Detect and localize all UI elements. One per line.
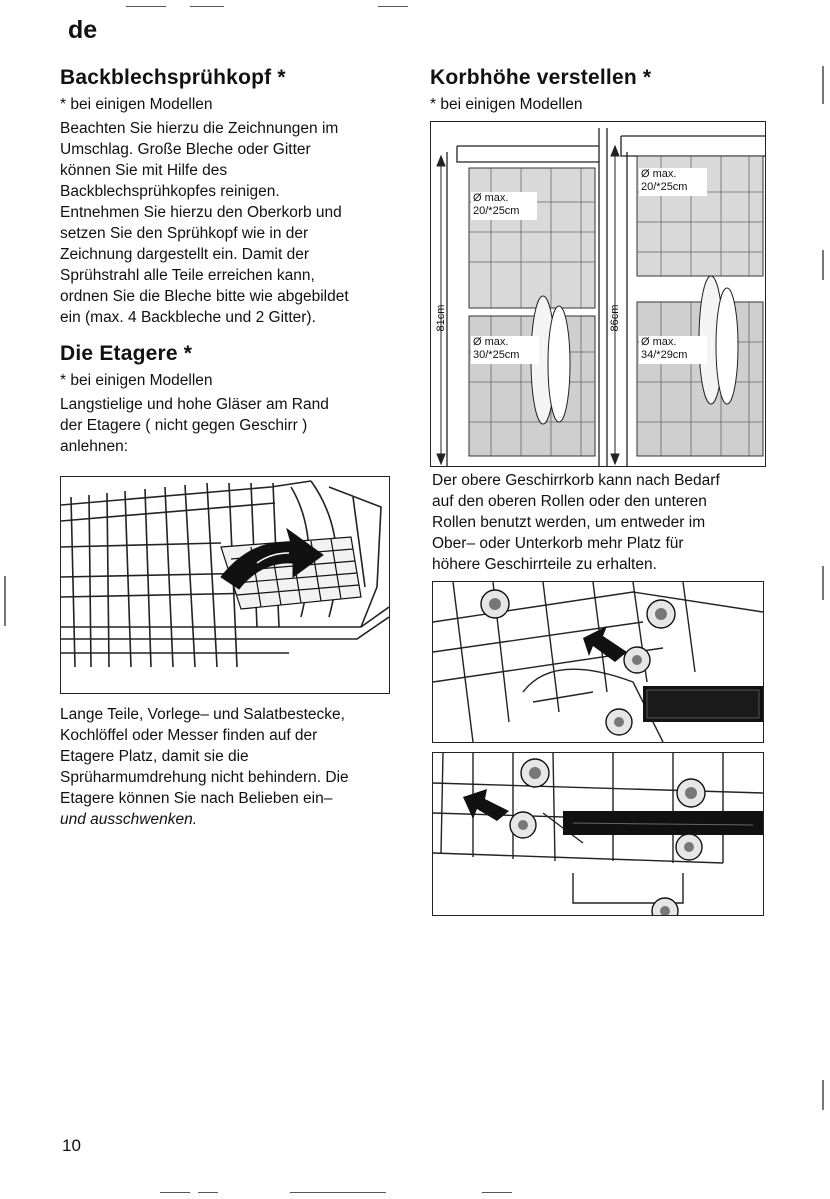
capacity-value: 20/*25cm [473, 205, 520, 217]
text-line: Rollen benutzt werden, um entweder im [432, 514, 706, 531]
scan-mark [190, 6, 224, 7]
capacity-label: Ø max. [641, 336, 677, 348]
scan-mark [198, 1192, 218, 1193]
basket-height-illustration [430, 121, 766, 467]
paragraph-backblech [60, 118, 400, 328]
roller-top-drawing [433, 582, 763, 742]
page-number: 10 [62, 1136, 81, 1155]
text-line: anlehnen: [60, 438, 129, 455]
capacity-value: 30/*25cm [473, 349, 520, 361]
text-line: und ausschwenken. [60, 811, 198, 828]
text-line: Umschlag. Große Bleche oder Gitter [60, 141, 311, 158]
text-line: der Etagere ( nicht gegen Geschirr ) [60, 417, 308, 434]
roller-bottom-drawing [433, 753, 763, 915]
section-title-korbhoehe: Korbhöhe verstellen * [430, 66, 652, 89]
scan-mark [4, 576, 6, 626]
text-line: ein (max. 4 Backbleche und 2 Gitter). [60, 309, 316, 326]
scan-mark [290, 1192, 386, 1193]
lower-left-capacity [473, 336, 519, 362]
text-line: Entnehmen Sie hierzu den Oberkorb und [60, 204, 342, 221]
text-line: setzen Sie den Sprühkopf wie in der [60, 225, 309, 242]
text-line: Ober– oder Unterkorb mehr Platz für [432, 535, 684, 552]
section-title-etagere: Die Etagere * [60, 342, 193, 365]
etagere-after-text [60, 704, 400, 830]
capacity-label: Ø max. [473, 336, 509, 348]
roller-top-illustration [432, 581, 764, 743]
section-title-backblech: Backblechsprühkopf * [60, 66, 286, 89]
etagere-drawing [61, 477, 389, 693]
capacity-value: 34/*29cm [641, 349, 688, 361]
section-note-korbhoehe: * bei einigen Modellen [430, 96, 583, 113]
text-line: höhere Geschirrteile zu erhalten. [432, 556, 657, 573]
upper-left-capacity [473, 192, 519, 218]
scan-mark [160, 1192, 190, 1193]
lower-right-capacity [641, 336, 687, 362]
scan-mark [378, 6, 408, 7]
scan-mark [822, 1080, 824, 1110]
left-column [60, 66, 400, 457]
right-column [430, 66, 780, 118]
capacity-label: Ø max. [473, 192, 509, 204]
roller-bottom-illustration [432, 752, 764, 916]
text-line: Sprüharmumdrehung nicht behindern. Die [60, 769, 349, 786]
text-line: Langstielige und hohe Gläser am Rand [60, 396, 329, 413]
upper-right-capacity [641, 168, 687, 194]
text-line: auf den oberen Rollen oder den unteren [432, 493, 707, 510]
scan-mark [822, 566, 824, 600]
paragraph-etagere [60, 394, 400, 457]
etagere-illustration [60, 476, 390, 694]
text-line: Der obere Geschirrkorb kann nach Bedarf [432, 472, 720, 489]
height-label-81: 81cm [435, 304, 447, 332]
text-line: ordnen Sie die Bleche bitte wie abgebildet [60, 288, 349, 305]
height-label-86: 86cm [609, 304, 621, 332]
capacity-value: 20/*25cm [641, 181, 688, 193]
text-line: Backblechsprühkopfes reinigen. [60, 183, 280, 200]
text-line: Kochlöffel oder Messer finden auf der [60, 727, 318, 744]
scan-mark [822, 250, 824, 280]
text-line: Lange Teile, Vorlege– und Salatbestecke, [60, 706, 345, 723]
text-line: Zeichnung dargestellt ein. Damit der [60, 246, 309, 263]
section-note-backblech: * bei einigen Modellen [60, 96, 213, 113]
basket-height-drawing [431, 122, 765, 466]
text-line: können Sie mit Hilfe des [60, 162, 228, 179]
paragraph-korbhoehe [432, 470, 782, 575]
scan-mark [126, 6, 166, 7]
text-line: Etagere Platz, damit sie die [60, 748, 249, 765]
text-line: Sprühstrahl alle Teile erreichen kann, [60, 267, 315, 284]
text-line: Etagere können Sie nach Belieben ein– [60, 790, 333, 807]
text-line: Beachten Sie hierzu die Zeichnungen im [60, 120, 339, 137]
capacity-label: Ø max. [641, 168, 677, 180]
language-tag: de [68, 16, 98, 44]
scan-mark [822, 66, 824, 104]
scan-mark [482, 1192, 512, 1193]
section-note-etagere: * bei einigen Modellen [60, 372, 213, 389]
